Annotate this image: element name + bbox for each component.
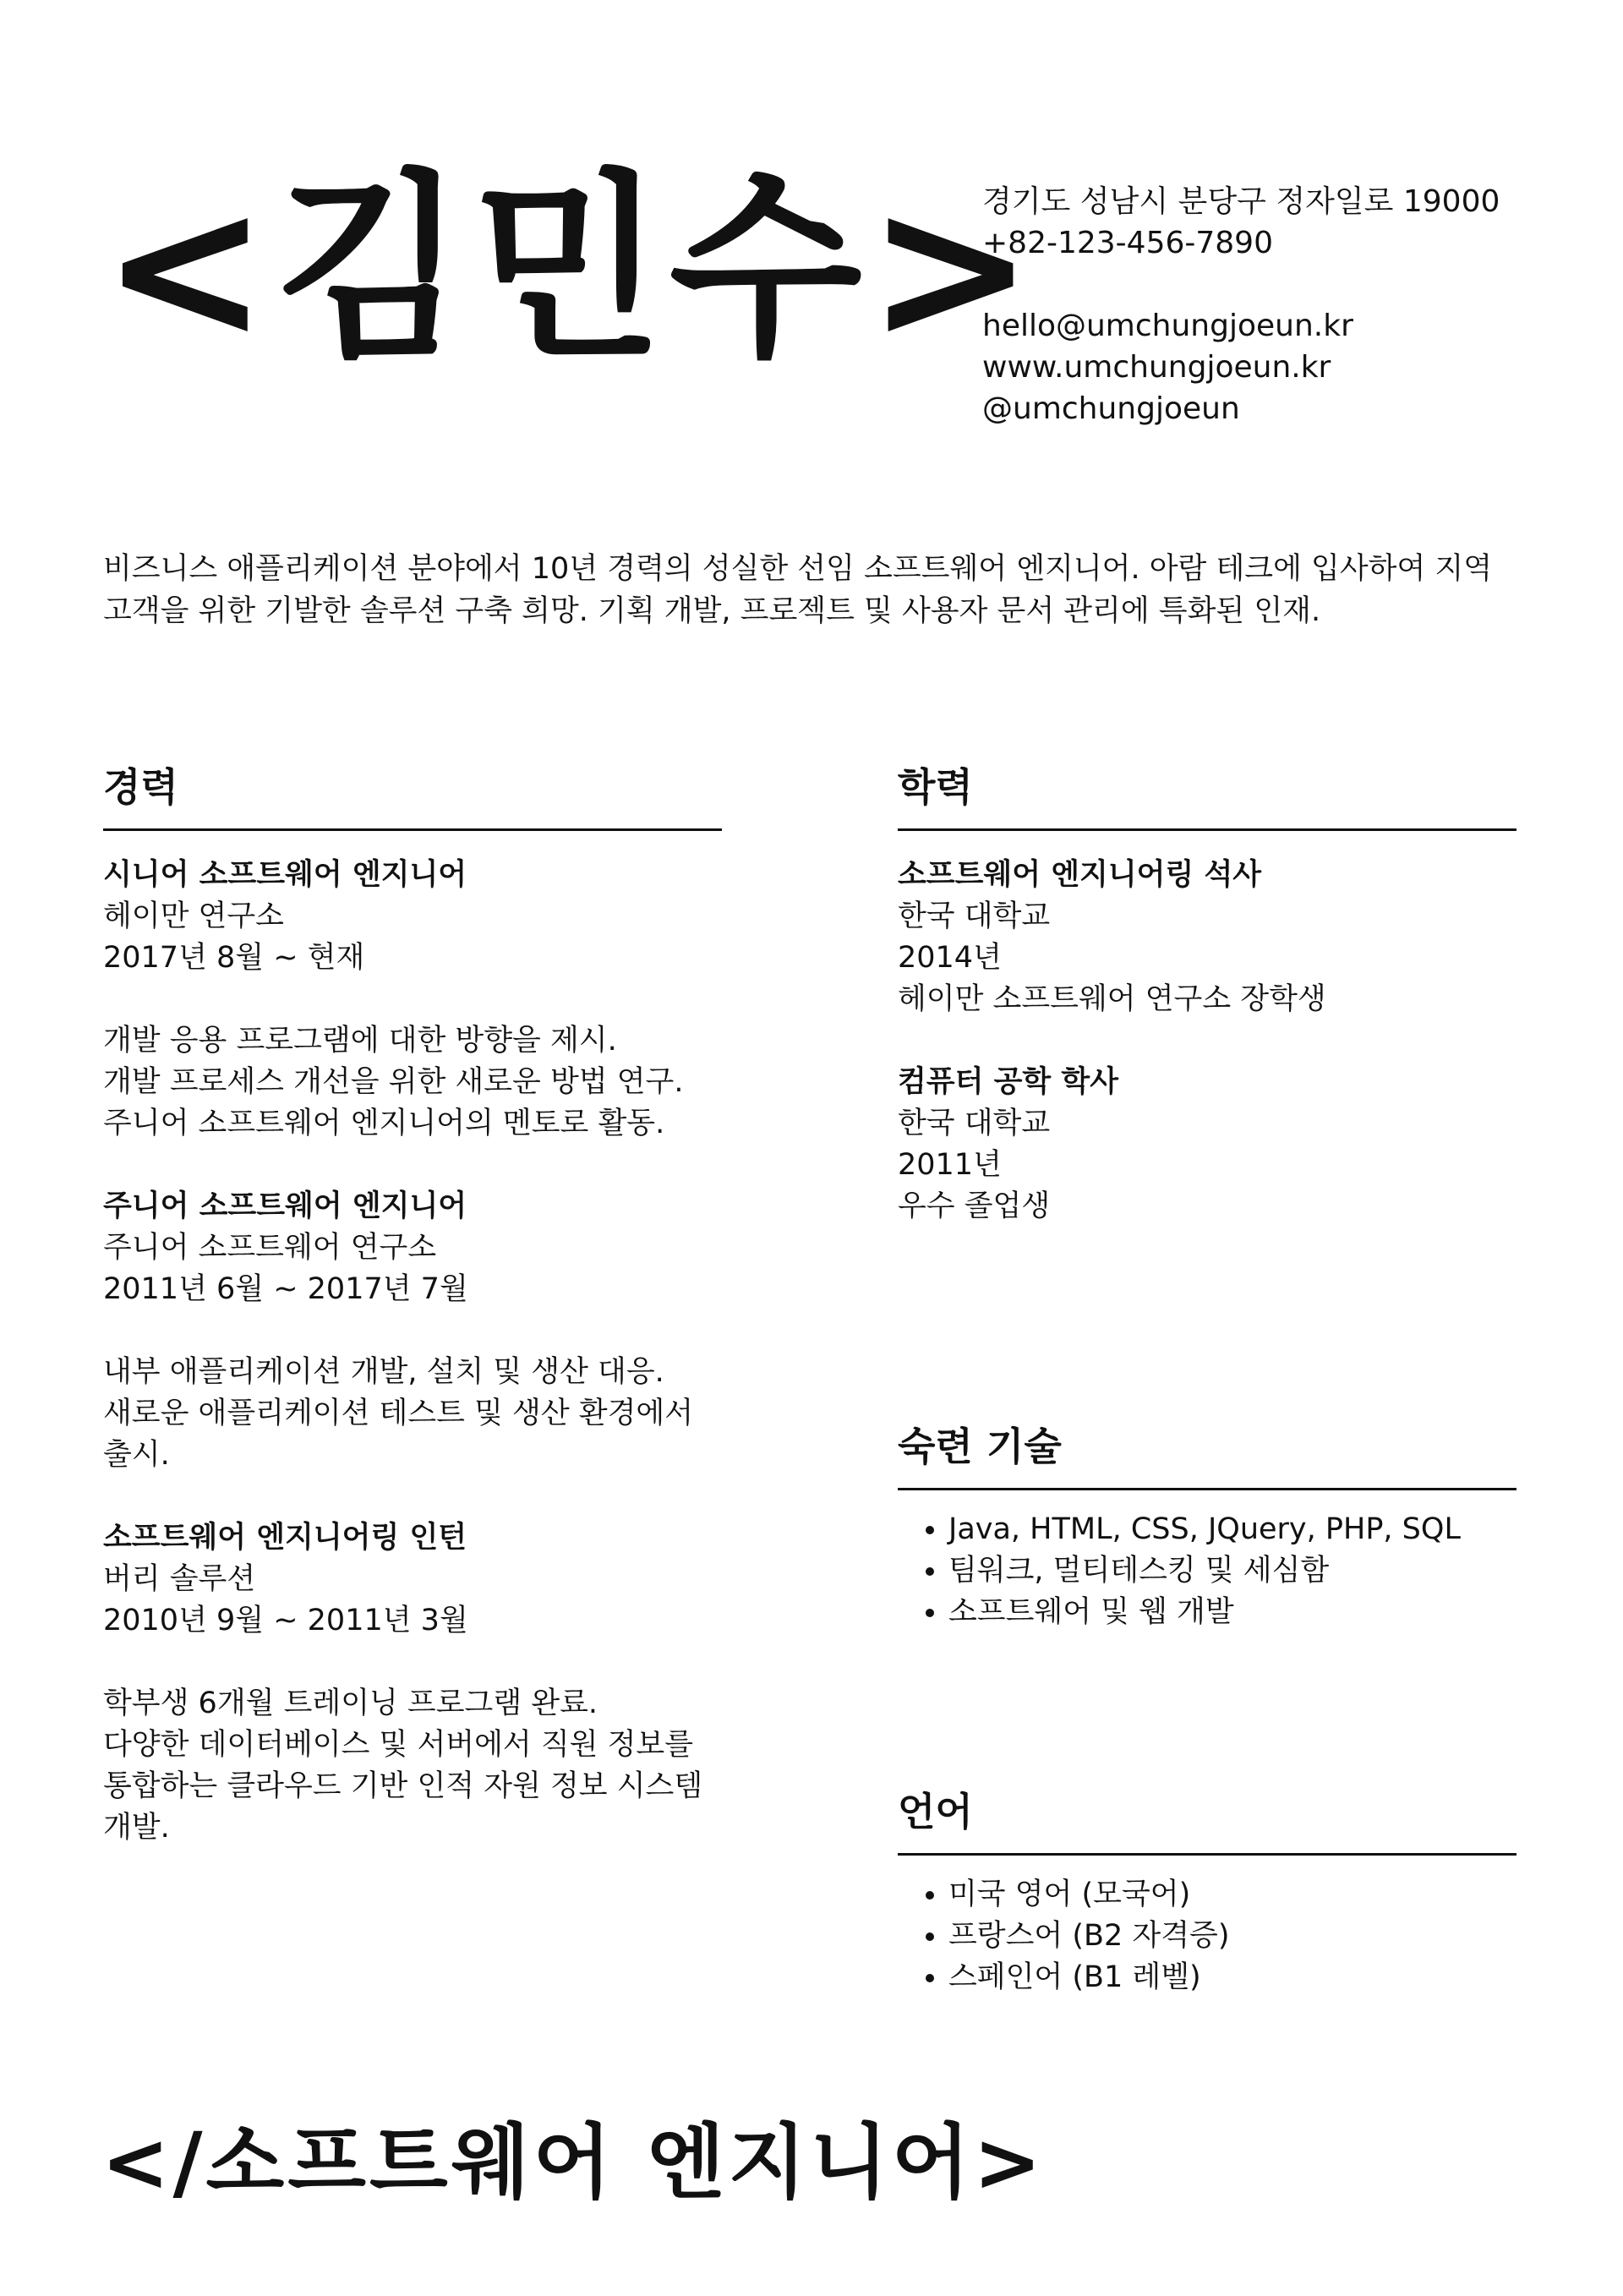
job-desc-line: 다양한 데이터베이스 및 서버에서 직원 정보를 — [103, 1728, 694, 1762]
graduation-year: 2011년 — [898, 1148, 1002, 1182]
experience-entry — [103, 1186, 722, 1517]
job-desc-line: 주니어 소프트웨어 엔지니어의 멘토로 활동. — [103, 1107, 665, 1140]
education-entry — [898, 1062, 1516, 1227]
job-period: 2017년 8월 ~ 현재 — [103, 941, 365, 975]
skills-heading: 숙련 기술 — [898, 1427, 1516, 1490]
contact-address: 경기도 성남시 분당구 정자일로 19000 — [982, 184, 1500, 219]
contact-website: www.umchungjoeun.kr — [982, 350, 1331, 385]
contact-block — [982, 181, 1591, 429]
skills-section — [898, 1424, 1516, 1633]
languages-section — [898, 1789, 1516, 1998]
education-section — [898, 764, 1516, 1227]
resume-name-title: <김민수> — [101, 152, 1040, 385]
job-company: 버리 솔루션 — [103, 1562, 256, 1596]
education-entry — [898, 855, 1516, 1062]
job-period: 2011년 6월 ~ 2017년 7월 — [103, 1272, 468, 1306]
job-role: 주니어 소프트웨어 엔지니어 — [103, 1189, 467, 1223]
language-item: • 프랑스어 (B2 자격증) — [948, 1916, 1516, 1957]
job-desc-line: 새로운 애플리케이션 테스트 및 생산 환경에서 — [103, 1397, 694, 1430]
education-heading: 학력 — [898, 768, 1516, 831]
experience-entries — [103, 855, 722, 1849]
skills-list — [898, 1509, 1516, 1633]
school-name: 한국 대학교 — [898, 899, 1051, 933]
skill-item: • 소프트웨어 및 웹 개발 — [948, 1592, 1516, 1633]
school-name: 한국 대학교 — [898, 1107, 1051, 1140]
language-item: • 스페인어 (B1 레벨) — [948, 1957, 1516, 1998]
contact-email: hello@umchungjoeun.kr — [982, 309, 1353, 343]
contact-social: @umchungjoeun — [982, 391, 1240, 426]
job-desc-line: 개발 응용 프로그램에 대한 방향을 제시. — [103, 1024, 617, 1058]
job-period: 2010년 9월 ~ 2011년 3월 — [103, 1604, 468, 1637]
summary-paragraph — [103, 548, 1523, 632]
job-desc-line: 개발 프로세스 개선을 위한 새로운 방법 연구. — [103, 1065, 684, 1099]
contact-phone: +82-123-456-7890 — [982, 226, 1273, 260]
degree-title: 컴퓨터 공학 학사 — [898, 1065, 1119, 1099]
job-desc-line: 출시. — [103, 1438, 170, 1472]
education-note: 우수 졸업생 — [898, 1189, 1051, 1223]
resume-footer-title: </소프트웨어 엔지니어> — [101, 2115, 1045, 2210]
graduation-year: 2014년 — [898, 941, 1002, 975]
job-desc-line: 통합하는 클라우드 기반 인적 자원 정보 시스템 — [103, 1769, 703, 1803]
experience-heading: 경력 — [103, 768, 722, 831]
skill-item: • Java, HTML, CSS, JQuery, PHP, SQL — [948, 1509, 1516, 1550]
summary-line: 비즈니스 애플리케이션 분야에서 10년 경력의 성실한 선임 소프트웨어 엔지니어. 아람 테크에 입사하여 지역 — [103, 552, 1493, 586]
job-role: 소프트웨어 엔지니어링 인턴 — [103, 1521, 467, 1555]
summary-line: 고객을 위한 기발한 솔루션 구축 희망. 기획 개발, 프로젝트 및 사용자 문서 관리에 특화된 인재. — [103, 594, 1321, 628]
job-company: 주니어 소프트웨어 연구소 — [103, 1231, 437, 1265]
languages-heading: 언어 — [898, 1792, 1516, 1856]
job-role: 시니어 소프트웨어 엔지니어 — [103, 858, 467, 892]
language-item: • 미국 영어 (모국어) — [948, 1874, 1516, 1916]
experience-entry — [103, 1517, 722, 1849]
education-note: 헤이만 소프트웨어 연구소 장학생 — [898, 982, 1326, 1016]
experience-section — [103, 764, 722, 1849]
job-company: 헤이만 연구소 — [103, 899, 284, 933]
skill-item: • 팀워크, 멀티테스킹 및 세심함 — [948, 1550, 1516, 1592]
job-desc-line: 개발. — [103, 1811, 170, 1845]
languages-list — [898, 1874, 1516, 1998]
experience-entry — [103, 855, 722, 1186]
education-entries — [898, 855, 1516, 1227]
job-desc-line: 학부생 6개월 트레이닝 프로그램 완료. — [103, 1686, 598, 1720]
job-desc-line: 내부 애플리케이션 개발, 설치 및 생산 대응. — [103, 1355, 664, 1389]
degree-title: 소프트웨어 엔지니어링 석사 — [898, 858, 1262, 892]
